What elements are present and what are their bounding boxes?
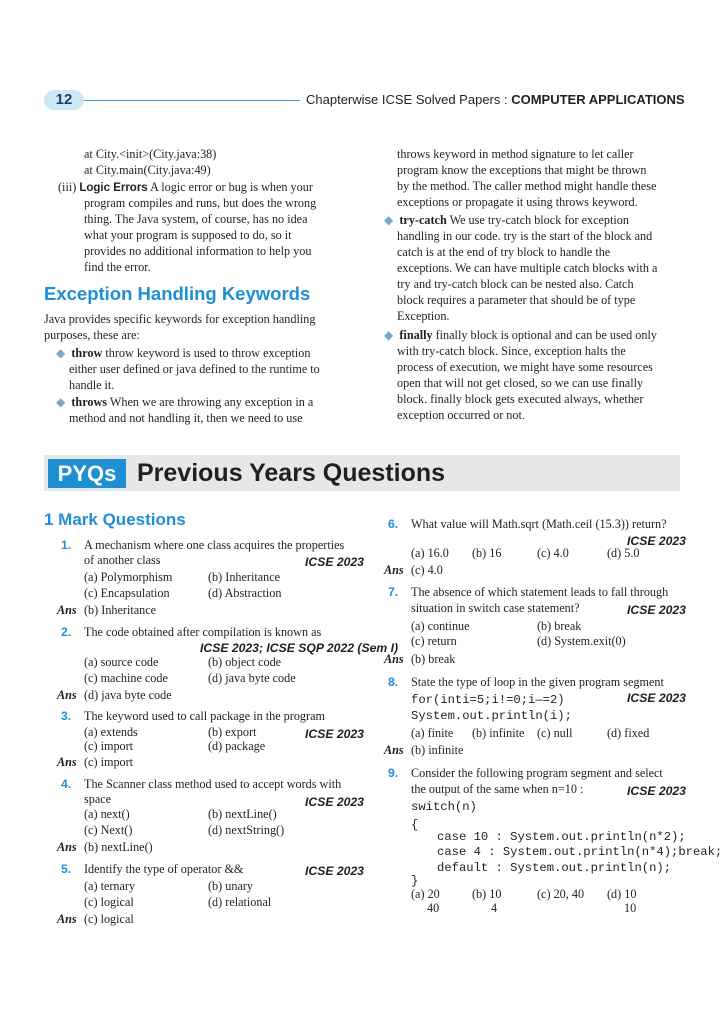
option: (c) null — [537, 726, 573, 740]
throws-item: ◆ throws When we are throwing any exception in a — [56, 395, 314, 409]
answer-label: Ans — [384, 563, 404, 577]
answer-text: (c) 4.0 — [411, 563, 443, 577]
question-text: The keyword used to call package in the program — [84, 709, 325, 723]
option: (a) ternary — [84, 879, 136, 893]
question-number: 7. — [388, 585, 399, 599]
pyq-tag: PYQs — [48, 459, 126, 488]
code-line: case 10 : System.out.println(n*2); — [437, 830, 686, 844]
exam-tag: ICSE 2023 — [305, 727, 364, 741]
option: (a) 20 — [411, 887, 440, 901]
option: (d) 10 — [607, 887, 637, 901]
option: (d) package — [208, 739, 266, 753]
option: (a) Polymorphism — [84, 570, 173, 584]
option: (a) 16.0 — [411, 546, 449, 560]
option: (c) import — [84, 739, 134, 753]
question-number: 3. — [61, 709, 72, 723]
question-number: 1. — [61, 538, 72, 552]
question-number: 5. — [61, 862, 72, 876]
exam-tag: ICSE 2023 — [305, 795, 364, 809]
question-number: 8. — [388, 675, 399, 689]
paragraph-line: handling in our code. try is the start of the block and — [397, 229, 653, 243]
question-text: the output of the same when n=10 : — [411, 782, 584, 796]
code-line: switch(n) — [411, 800, 477, 814]
question-text: of another class — [84, 553, 161, 567]
running-header: Chapterwise ICSE Solved Papers : COMPUTER APPLICATIONS — [306, 92, 685, 107]
question-text: What value will Math.sqrt (Math.ceil (15.3)) return? — [411, 517, 667, 531]
paragraph-line: catch is at the end of try block to handle the — [397, 245, 611, 259]
paragraph-line: by the method. The caller method might handle these — [397, 179, 657, 193]
option-second-line: 40 — [427, 901, 440, 915]
intro-line: purposes, these are: — [44, 328, 140, 342]
question-text: situation in switch case statement? — [411, 601, 580, 615]
header-rule — [84, 100, 300, 101]
pyq-title: Previous Years Questions — [137, 459, 446, 487]
paragraph-line: open that will not get closed, so we can use finally — [397, 376, 644, 390]
exam-tag: ICSE 2023 — [305, 555, 364, 569]
question-text: The code obtained after compilation is known as — [84, 625, 322, 639]
exam-tag: ICSE 2023 — [627, 603, 686, 617]
code-line: for(inti=5;i!=0;i—=2) — [411, 693, 565, 707]
paragraph-line: either user defined or java defined to the runtime to — [69, 362, 320, 376]
option: (d) nextString() — [208, 823, 285, 837]
question-text: space — [84, 792, 112, 806]
option: (c) return — [411, 634, 457, 648]
option: (d) relational — [208, 895, 272, 909]
option: (b) nextLine() — [208, 807, 277, 821]
throw-item: ◆ throw throw keyword is used to throw exception — [56, 346, 311, 360]
answer-text: (c) logical — [84, 912, 134, 926]
paragraph-line: with try-catch block. Since, exception halts the — [397, 344, 626, 358]
question-text: A mechanism where one class acquires the properties — [84, 538, 345, 552]
paragraph-line: handle it. — [69, 378, 115, 392]
answer-label: Ans — [57, 688, 77, 702]
option-second-line: 10 — [624, 901, 637, 915]
question-number: 4. — [61, 777, 72, 791]
code-line: } — [411, 874, 419, 888]
question-number: 9. — [388, 766, 399, 780]
option: (b) infinite — [472, 726, 525, 740]
paragraph-line: provides no additional information to help you — [84, 244, 312, 258]
option: (c) Encapsulation — [84, 586, 170, 600]
question-number: 6. — [388, 517, 399, 531]
paragraph-line: block. finally block gets executed always, whether — [397, 392, 644, 406]
option: (b) Inheritance — [208, 570, 281, 584]
question-text: Consider the following program segment and select — [411, 766, 663, 780]
paragraph-line: what your program is supposed to do, so it — [84, 228, 292, 242]
answer-text: (b) nextLine() — [84, 840, 153, 854]
bullet-icon: ◆ — [56, 346, 66, 360]
paragraph-line: thing. The Java system, of course, has no idea — [84, 212, 308, 226]
code-line: { — [411, 818, 419, 832]
option: (c) logical — [84, 895, 134, 909]
option: (c) 20, 40 — [537, 887, 585, 901]
exam-tag: ICSE 2023 — [627, 784, 686, 798]
paragraph-line: exceptions. We can have multiple catch blocks with a — [397, 261, 658, 275]
running-header-subject: COMPUTER APPLICATIONS — [511, 92, 685, 107]
option: (b) unary — [208, 879, 254, 893]
section-heading: Exception Handling Keywords — [44, 283, 311, 304]
answer-text: (d) java byte code — [84, 688, 172, 702]
option: (b) export — [208, 725, 257, 739]
bullet-icon: ◆ — [56, 395, 66, 409]
option-second-line: 4 — [491, 901, 498, 915]
answer-label: Ans — [57, 603, 77, 617]
option: (a) continue — [411, 619, 470, 633]
question-text: The Scanner class method used to accept words with — [84, 777, 342, 791]
paragraph-line: try and try-catch block can be nested also. Catch — [397, 277, 634, 291]
page-number: 12 — [44, 90, 84, 110]
finally-item: ◆ finally finally block is optional and can be used only — [384, 328, 657, 342]
option: (b) object code — [208, 655, 282, 669]
bullet-icon: ◆ — [384, 328, 394, 342]
answer-label: Ans — [384, 652, 404, 666]
option: (b) 10 — [472, 887, 502, 901]
option: (a) extends — [84, 725, 138, 739]
paragraph-line: exception occurred or not. — [397, 408, 525, 422]
stack-trace-line: at City.<init>(City.java:38) — [84, 147, 217, 161]
answer-label: Ans — [384, 743, 404, 757]
exam-tag: ICSE 2023 — [305, 864, 364, 878]
option: (d) System.exit(0) — [537, 634, 626, 648]
option: (c) machine code — [84, 671, 168, 685]
answer-label: Ans — [57, 755, 77, 769]
answer-text: (b) break — [411, 652, 456, 666]
try-catch-item: ◆ try-catch We use try-catch block for exception — [384, 213, 629, 227]
answer-text: (b) Inheritance — [84, 603, 157, 617]
option: (a) next() — [84, 807, 130, 821]
paragraph-line: method and not handling it, then we need to use — [69, 411, 303, 425]
option: (c) Next() — [84, 823, 133, 837]
option: (d) fixed — [607, 726, 650, 740]
question-text: Identify the type of operator && — [84, 862, 244, 876]
option: (d) Abstraction — [208, 586, 282, 600]
paragraph-line: throws keyword in method signature to let caller — [397, 147, 634, 161]
question-text: State the type of loop in the given program segment — [411, 675, 664, 689]
code-line: default : System.out.println(n); — [437, 861, 672, 875]
intro-line: Java provides specific keywords for exception handling — [44, 312, 316, 326]
answer-text: (b) infinite — [411, 743, 464, 757]
paragraph-line: find the error. — [84, 260, 151, 274]
bullet-icon: ◆ — [384, 213, 394, 227]
stack-trace-line: at City.main(City.java:49) — [84, 163, 211, 177]
question-number: 2. — [61, 625, 72, 639]
paragraph-line: block requires a parameter that should be of type — [397, 293, 636, 307]
subsection-heading: 1 Mark Questions — [44, 510, 186, 529]
exam-tag: ICSE 2023 — [627, 534, 686, 548]
option: (d) java byte code — [208, 671, 296, 685]
paragraph-line: program compiles and runs, but does the wrong — [84, 196, 317, 210]
answer-label: Ans — [57, 840, 77, 854]
paragraph-line: exceptions or propagate it using throws keyword. — [397, 195, 638, 209]
answer-label: Ans — [57, 912, 77, 926]
option: (b) break — [537, 619, 582, 633]
option: (b) 16 — [472, 546, 502, 560]
exam-tag: ICSE 2023 — [627, 691, 686, 705]
exam-tag: ICSE 2023; ICSE SQP 2022 (Sem I) — [200, 641, 399, 655]
code-line: case 4 : System.out.println(n*4);break; — [437, 845, 723, 859]
option: (c) 4.0 — [537, 546, 569, 560]
code-line: System.out.println(i); — [411, 709, 572, 723]
paragraph-line: program know the exceptions that might be thrown — [397, 163, 647, 177]
paragraph-line: process of execution, we might have some resources — [397, 360, 653, 374]
answer-text: (c) import — [84, 755, 134, 769]
paragraph-line: Exception. — [397, 309, 450, 323]
option: (a) source code — [84, 655, 159, 669]
logic-errors-item: (iii) Logic Errors A logic error or bug is when your — [58, 180, 313, 194]
option: (d) 5.0 — [607, 546, 640, 560]
option: (a) finite — [411, 726, 454, 740]
question-text: The absence of which statement leads to fall through — [411, 585, 669, 599]
